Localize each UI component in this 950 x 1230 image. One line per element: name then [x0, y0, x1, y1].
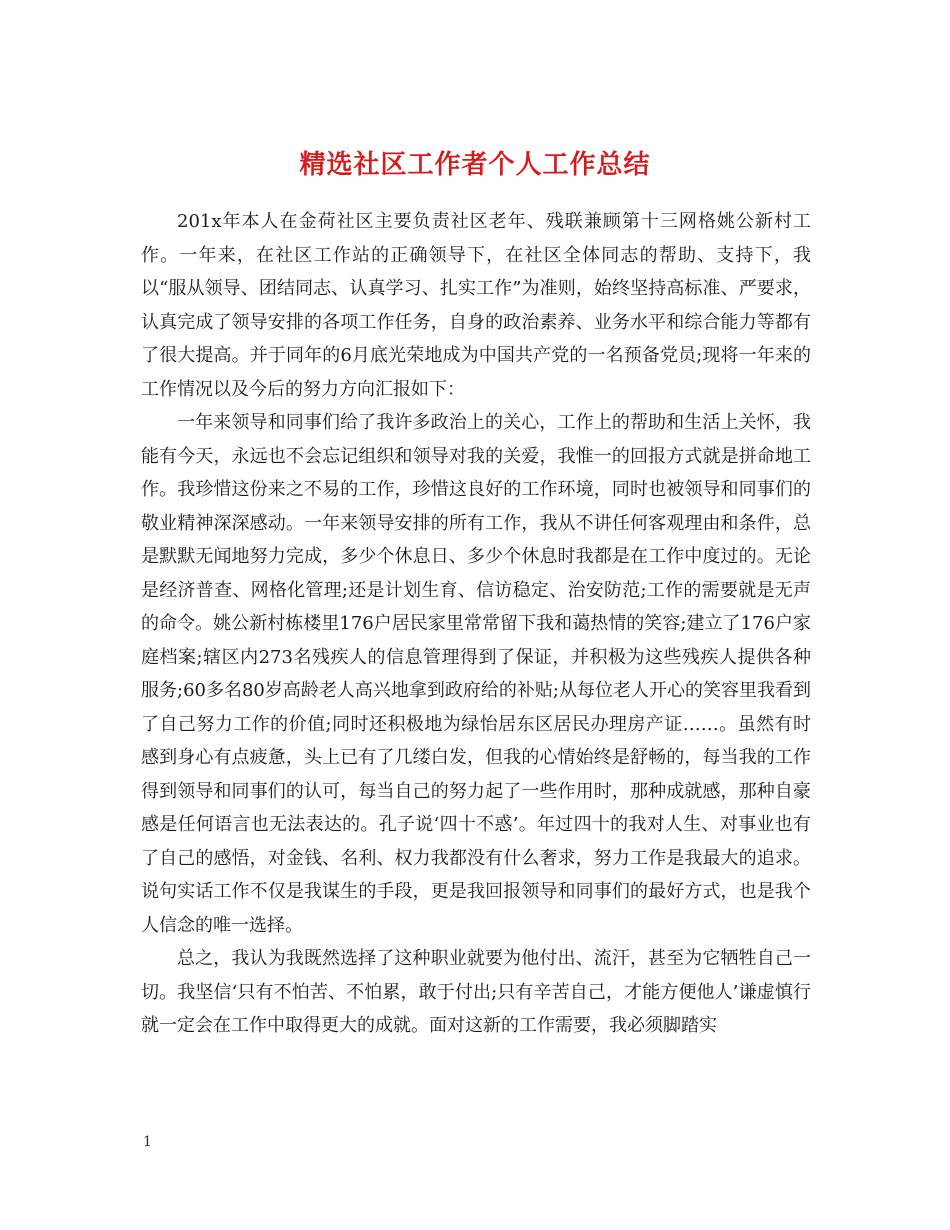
page-number: 1	[143, 1134, 152, 1150]
document-title: 精选社区工作者个人工作总结	[299, 150, 651, 181]
paragraph-3: 总之，我认为我既然选择了这种职业就要为他付出、流汗，甚至为它牺牲自己一切。我坚信‘只有不怕苦、不怕累，敢于付出;只有辛苦自己，才能方便他人’谦虚慎行就一定会在工作中取得更大的成就。面对这新的工作需要，我必须脚踏实	[141, 948, 811, 1036]
paragraph-2: 一年来领导和同事们给了我许多政治上的关心，工作上的帮助和生活上关怀，我能有今天，永远也不会忘记组织和领导对我的关爱，我惟一的回报方式就是拼命地工作。我珍惜这份来之不易的工作，珍惜这良好的工作环境，同时也被领导和同事们的敬业精神深深感动。一年来领导安排的所有工作，我从不讲任何客观理由和条件，总是默默无闻地努力完成，多少个休息日、多少个休息时我都是在工作中度过的。无论是经济普查、网格化管理;还是计划生育、信访稳定、治安防范;工作的需要就是无声的命令。姚公新村栋楼里176户居民家里常常留下我和蔼热情的笑容;建立了176户家庭档案;辖区内273名残疾人的信息管理得到了保证，并积极为这些残疾人提供各种服务;60多名80岁高龄老人高兴地拿到政府给的补贴;从每位老人开心的笑容里我看到了自己努力工作的价值;同时还积极地为绿怡居东区居民办理房产证……。虽然有时感到身心有点疲惫，头上已有了几缕白发，但我的心情始终是舒畅的，每当我的工作得到领导和同事们的认可，每当自己的努力起了一些作用时，那种成就感，那种自豪感是任何语言也无法表达的。孔子说‘四十不惑’。年过四十的我对人生、对事业也有了自己的感悟，对金钱、名利、权力我都没有什么奢求，努力工作是我最大的追求。说句实话工作不仅是我谋生的手段，更是我回报领导和同事们的最好方式，也是我个人信念的唯一选择。	[141, 412, 811, 936]
paragraph-1: 201x年本人在金荷社区主要负责社区老年、残联兼顾第十三网格姚公新村工作。一年来，在社区工作站的正确领导下，在社区全体同志的帮助、支持下，我以“服从领导、团结同志、认真学习、扎实工作”为准则，始终坚持高标准、严要求，认真完成了领导安排的各项工作任务，自身的政治素养、业务水平和综合能力等都有了很大提高。并于同年的6月底光荣地成为中国共产党的一名预备党员;现将一年来的工作情况以及今后的努力方向汇报如下：	[141, 211, 811, 400]
document-body	[141, 205, 811, 1043]
